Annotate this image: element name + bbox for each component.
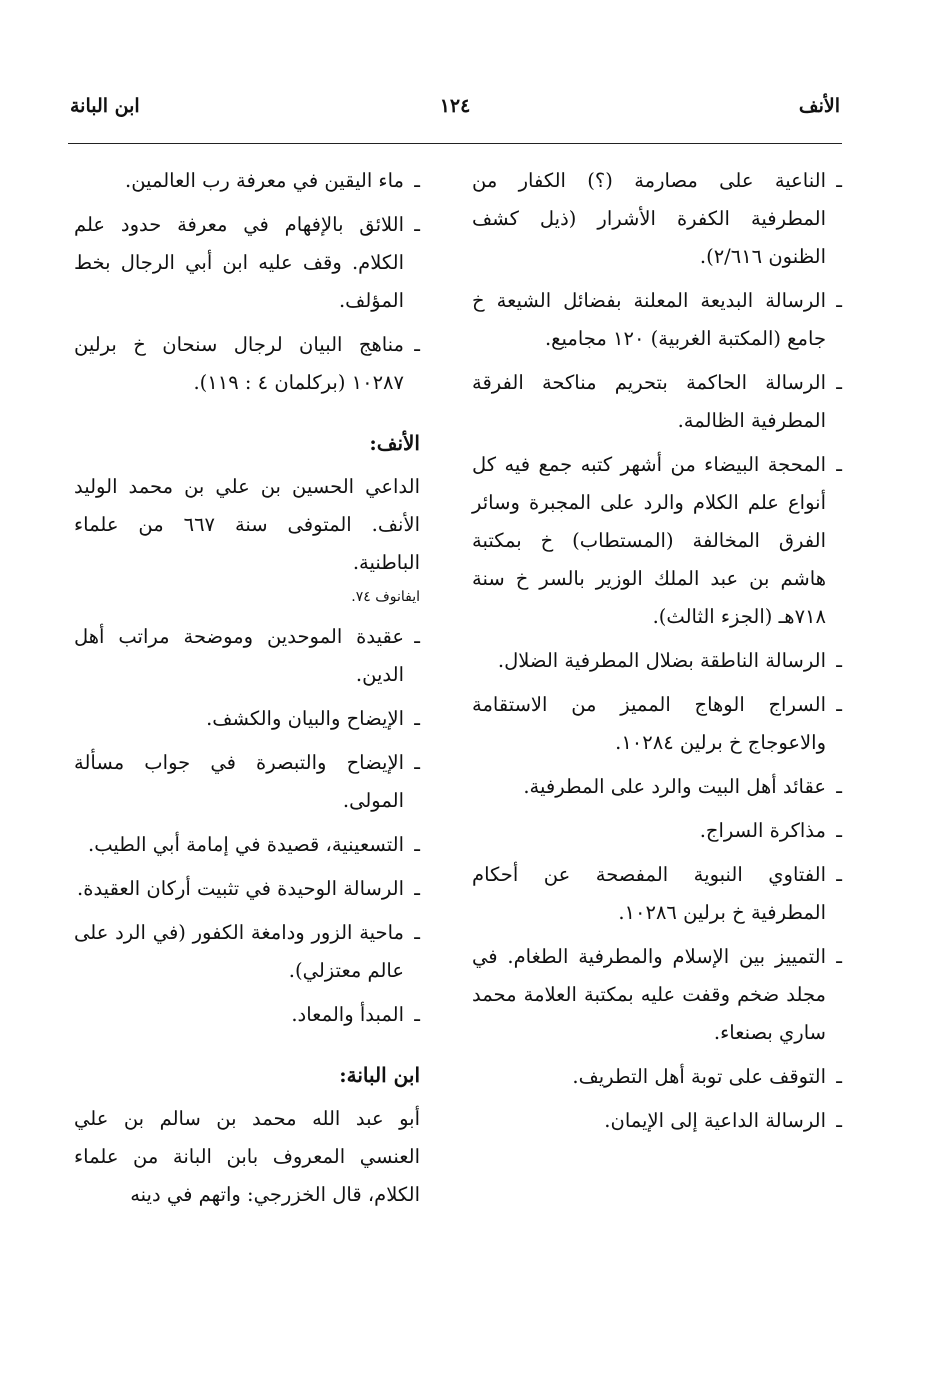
list-item: ـ الإيضاح والتبصرة في جواب مسألة المولى. bbox=[74, 751, 420, 812]
header-right-title: الأنف bbox=[798, 95, 840, 117]
section-title-alanf: الأنف: bbox=[369, 431, 420, 455]
list-item: ـ الرسالة الداعية إلى الإيمان. bbox=[604, 1109, 842, 1132]
list-item: ـ اللائق بالإفهام في معرفة حدود علم الكلام. وقف عليه ابن أبي الرجال بخط المؤلف. bbox=[74, 213, 420, 312]
list-item: ـ ماحية الزور ودامغة الكفور (في الرد على عالم معتزلي). bbox=[74, 921, 420, 982]
list-item: ـ الرسالة البديعة المعلنة بفضائل الشيعة خ جامع (المكتبة الغربية) ١٢٠ مجاميع. bbox=[472, 289, 842, 350]
biography-paragraph: أبو عبد الله محمد بن سالم بن علي العنسي المعروف بابن البانة من علماء الكلام، قال الخزرجي: واتهم في دينه bbox=[74, 1107, 420, 1206]
list-item: ـ الرسالة الوحيدة في تثبيت أركان العقيدة. bbox=[77, 877, 420, 900]
list-item: ـ مذاكرة السراج. bbox=[699, 819, 842, 842]
page-number: ١٢٤ bbox=[439, 95, 471, 117]
list-item: ـ الفتاوي النبوية المفصحة عن أحكام المطرفية خ برلين ١٠٢٨٦. bbox=[472, 863, 842, 924]
list-item: ـ التسعينية، قصيدة في إمامة أبي الطيب. bbox=[88, 833, 420, 856]
list-item: ـ المحجة البيضاء من أشهر كتبه جمع فيه كل أنواع علم الكلام والرد على المجبرة وسائر الفرق المخالفة (المستطاب) خ بمكتبة هاشم بن عبد الملك الوزير بالسر خ سنة ٧١٨هـ (الجزء الثالث). bbox=[472, 453, 842, 628]
header-left-title: ابن البانة bbox=[70, 95, 140, 117]
left-column bbox=[74, 162, 420, 1214]
reference-note: ايفانوف ٧٤. bbox=[351, 589, 420, 605]
list-item: ـ الرسالة الناطقة بضلال المطرفية الضلال. bbox=[497, 649, 842, 672]
list-item: ـ المبدأ والمعاد. bbox=[291, 1003, 420, 1026]
biography-paragraph: الداعي الحسين بن علي بن محمد الوليد الأنف. المتوفى سنة ٦٦٧ من علماء الباطنية. bbox=[74, 475, 420, 574]
list-item: ـ عقائد أهل البيت والرد على المطرفية. bbox=[523, 775, 842, 798]
list-item: ـ مناهج البيان لرجال سنحان خ برلين ١٠٢٨٧ (بركلمان ٤ : ١١٩). bbox=[74, 333, 420, 394]
list-item: ـ ماء اليقين في معرفة رب العالمين. bbox=[125, 169, 420, 192]
list-item: ـ التمييز بين الإسلام والمطرفية الطغام. في مجلد ضخم وقفت عليه بمكتبة العلامة محمد ساري بصنعاء. bbox=[472, 945, 842, 1044]
list-item: ـ السراج الوهاج المميز من الاستقامة والاعوجاج خ برلين ١٠٢٨٤. bbox=[472, 693, 842, 754]
list-item: ـ الناعية على مصارمة (؟) الكفار من المطرفية الكفرة الأشرار (ذيل كشف الظنون ٢/٦١٦). bbox=[472, 169, 842, 268]
right-column bbox=[472, 162, 842, 1146]
section-title-ibn-albana: ابن البانة: bbox=[339, 1063, 420, 1087]
header-divider bbox=[68, 143, 842, 144]
list-item: ـ الإيضاح والبيان والكشف. bbox=[206, 707, 420, 730]
page-header bbox=[70, 95, 840, 135]
list-item: ـ عقيدة الموحدين وموضحة مراتب أهل الدين. bbox=[74, 625, 420, 686]
list-item: ـ التوقف على توبة أهل التطريف. bbox=[572, 1065, 842, 1088]
list-item: ـ الرسالة الحاكمة بتحريم مناكحة الفرقة المطرفية الظالمة. bbox=[472, 371, 842, 432]
